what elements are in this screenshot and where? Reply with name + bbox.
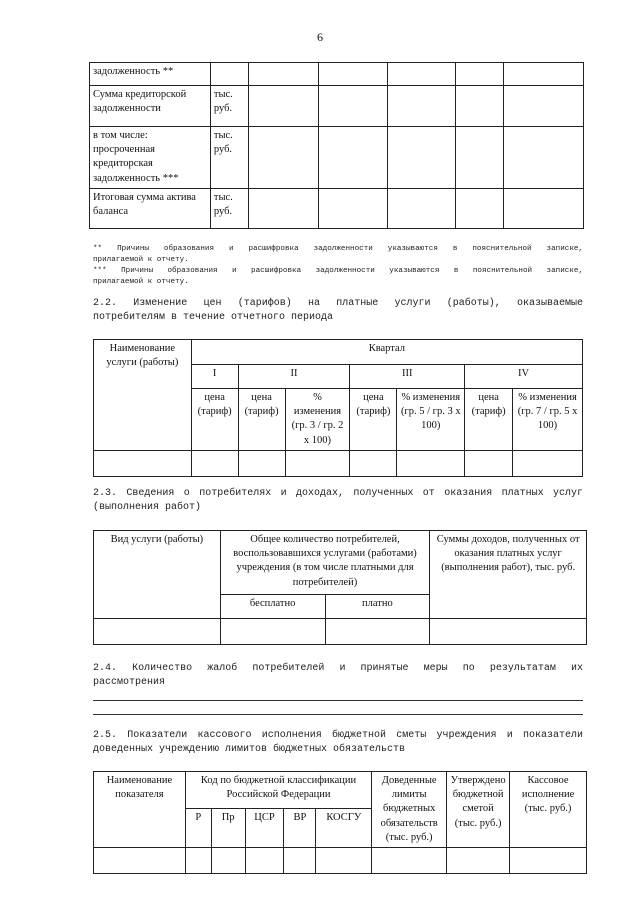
- col-r: Р: [185, 809, 211, 847]
- heading-line: 2.3. Сведения о потребителях и доходах, полученных от оказания платных услуг: [93, 488, 583, 499]
- row-label: задолженность **: [90, 63, 211, 86]
- row-label: в том числе: просроченная кредиторская задолженность ***: [90, 127, 211, 189]
- col-approved: Утверждено бюджетной сметой (тыс. руб.): [447, 772, 510, 848]
- footnote-line: *** Причины образования и расшифровка задолженности указываются в пояснительной записке,: [93, 267, 583, 275]
- footnote-line: прилагаемой к отчету.: [93, 278, 189, 286]
- price-col: цена (тариф): [191, 389, 238, 451]
- row-label: Итоговая сумма актива баланса: [90, 189, 211, 229]
- col-income: Суммы доходов, полученных от оказания платных услуг (выполнения работ), тыс. руб.: [430, 531, 587, 619]
- tariff-change-table: [93, 339, 583, 477]
- col-free: бесплатно: [220, 595, 325, 619]
- page-number: 6: [317, 30, 323, 44]
- heading-line: (выполнения работ): [93, 502, 202, 513]
- price-col: цена (тариф): [238, 389, 285, 451]
- table-row: [94, 619, 587, 645]
- quarter-1: I: [191, 365, 238, 389]
- col-pr: Пр: [211, 809, 245, 847]
- quarter-4: IV: [465, 365, 583, 389]
- change-col: % изменения (гр. 5 / гр. 3 x 100): [397, 389, 465, 451]
- section-2-5-heading: [93, 729, 583, 757]
- quarter-3: III: [350, 365, 465, 389]
- table-row: [90, 63, 584, 86]
- unit-cell: тыс. руб.: [210, 189, 248, 229]
- col-indicator-name: Наименование показателя: [94, 772, 186, 848]
- unit-cell: [210, 63, 248, 86]
- price-col: цена (тариф): [465, 389, 513, 451]
- heading-line: потребителям в течение отчетного периода: [93, 312, 334, 323]
- heading-line: 2.2. Изменение цен (тарифов) на платные услуги (работы), оказываемые: [93, 298, 583, 309]
- section-2-4-heading: [93, 662, 583, 690]
- change-col: % изменения (гр. 3 / гр. 2 x 100): [285, 389, 350, 451]
- debt-table: [89, 62, 584, 229]
- consumers-table: [93, 530, 587, 645]
- footnote-line: ** Причины образования и расшифровка задолженности указываются в пояснительной записке,: [93, 245, 583, 253]
- change-col: % изменения (гр. 7 / гр. 5 x 100): [513, 389, 583, 451]
- col-quarter: Квартал: [191, 340, 582, 365]
- price-col: цена (тариф): [350, 389, 397, 451]
- table-row: [90, 189, 584, 229]
- answer-line: [93, 714, 583, 715]
- section-2-2-heading: [93, 297, 583, 325]
- heading-line: доведенных учреждению лимитов бюджетных обязательств: [93, 744, 406, 755]
- unit-cell: тыс. руб.: [210, 86, 248, 127]
- footnotes: [93, 244, 583, 288]
- table-row: [94, 847, 587, 873]
- heading-line: 2.4. Количество жалоб потребителей и принятые меры по результатам их: [93, 663, 583, 674]
- row-label: Сумма кредиторской задолженности: [90, 86, 211, 127]
- col-consumers-total: Общее количество потребителей, воспользовавшихся услугами (работами) учреждения (в том числе платными для потребителей): [220, 531, 430, 595]
- col-vr: ВР: [284, 809, 316, 847]
- budget-execution-table: [93, 771, 587, 874]
- col-service-name: Наименование услуги (работы): [94, 340, 192, 451]
- table-row: [90, 86, 584, 127]
- col-limits: Доведенные лимиты бюджетных обязательств (тыс. руб.): [372, 772, 447, 848]
- col-csr: ЦСР: [245, 809, 284, 847]
- col-cash-execution: Кассовое исполнение (тыс. руб.): [510, 772, 587, 848]
- col-paid: платно: [325, 595, 430, 619]
- table-row: [90, 127, 584, 189]
- table-row: [94, 450, 583, 476]
- col-budget-code: Код по бюджетной классификации Российской Федерации: [185, 772, 371, 809]
- col-kosgu: КОСГУ: [316, 809, 372, 847]
- quarter-2: II: [238, 365, 350, 389]
- answer-line: [93, 700, 583, 701]
- unit-cell: тыс. руб.: [210, 127, 248, 189]
- heading-line: рассмотрения: [93, 677, 166, 688]
- section-2-3-heading: [93, 487, 583, 515]
- footnote-line: прилагаемой к отчету.: [93, 256, 189, 264]
- heading-line: 2.5. Показатели кассового исполнения бюджетной сметы учреждения и показатели: [93, 730, 583, 741]
- col-service-kind: Вид услуги (работы): [94, 531, 221, 619]
